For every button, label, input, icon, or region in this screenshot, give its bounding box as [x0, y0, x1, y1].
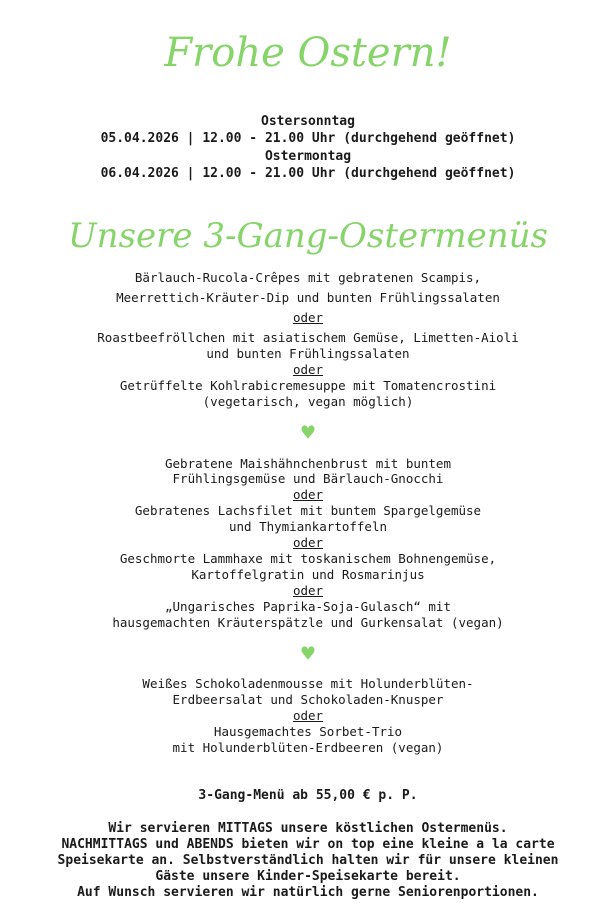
dessert-1-line-1: Weißes Schokoladenmousse mit Holunderblüten- — [142, 676, 474, 691]
starter-1-line-2: Meerrettich-Kräuter-Dip und bunten Frühlingssalaten — [116, 290, 500, 305]
main-1-line-1: Gebratene Maishähnchenbrust mit buntem — [165, 456, 451, 471]
main-2-line-1: Gebratenes Lachsfilet mit buntem Spargelgemüse — [134, 503, 482, 518]
or-separator: oder — [292, 310, 324, 325]
main-3-line-1: Geschmorte Lammhaxe mit toskanischem Bohnengemüse, — [119, 551, 497, 566]
heart-icon: ♥ — [301, 421, 315, 446]
starter-3-line-2: (vegetarisch, vegan möglich) — [202, 394, 414, 409]
date-easter-monday-label: Ostermontag — [264, 149, 352, 164]
menu-price: 3-Gang-Menü ab 55,00 € p. P. — [198, 788, 418, 803]
dessert-2-line-2: mit Holunderblüten-Erdbeeren (vegan) — [172, 740, 444, 755]
dessert-2-line-1: Hausgemachtes Sorbet-Trio — [213, 724, 403, 739]
page-title: Frohe Ostern! — [164, 30, 452, 76]
or-separator: oder — [292, 535, 324, 550]
info-line-4: Gäste unsere Kinder-Speisekarte bereit. — [155, 869, 461, 884]
heart-icon: ♥ — [301, 642, 315, 667]
date-easter-monday-hours: 06.04.2026 | 12.00 - 21.00 Uhr (durchgehend geöffnet) — [100, 166, 516, 181]
main-1-line-2: Frühlingsgemüse und Bärlauch-Gnocchi — [172, 471, 444, 486]
info-line-2: NACHMITTAGS und ABENDS bieten wir on top eine kleine a la carte — [61, 837, 555, 852]
or-separator: oder — [292, 708, 324, 723]
main-4-line-1: „Ungarisches Paprika-Soja-Gulasch“ mit — [165, 599, 451, 614]
starter-3-line-1: Getrüffelte Kohlrabicremesuppe mit Tomatencrostini — [119, 378, 497, 393]
main-4-line-2: hausgemachten Kräuterspätzle und Gurkensalat (vegan) — [112, 615, 504, 630]
info-line-5: Auf Wunsch servieren wir natürlich gerne Seniorenportionen. — [77, 885, 539, 900]
or-separator: oder — [292, 583, 324, 598]
date-easter-sunday-hours: 05.04.2026 | 12.00 - 21.00 Uhr (durchgehend geöffnet) — [100, 131, 516, 146]
or-separator: oder — [292, 362, 324, 377]
main-3-line-2: Kartoffelgratin und Rosmarinjus — [191, 567, 425, 582]
starter-2-line-2: und bunten Frühlingssalaten — [206, 346, 410, 361]
main-2-line-2: und Thymiankartoffeln — [228, 519, 388, 534]
date-easter-sunday-label: Ostersonntag — [261, 114, 355, 129]
info-line-1: Wir servieren MITTAGS unsere köstlichen Ostermenüs. — [108, 821, 508, 836]
info-line-3: Speisekarte an. Selbstverständlich halten wir für unsere kleinen — [57, 853, 559, 868]
starter-1-line-1: Bärlauch-Rucola-Crêpes mit gebratenen Scampis, — [134, 270, 482, 285]
dessert-1-line-2: Erdbeersalat und Schokoladen-Knusper — [172, 692, 444, 707]
starter-2-line-1: Roastbeefröllchen mit asiatischem Gemüse, Limetten-Aioli — [97, 330, 519, 345]
menu-heading: Unsere 3-Gang-Ostermenüs — [68, 216, 548, 256]
or-separator: oder — [292, 487, 324, 502]
